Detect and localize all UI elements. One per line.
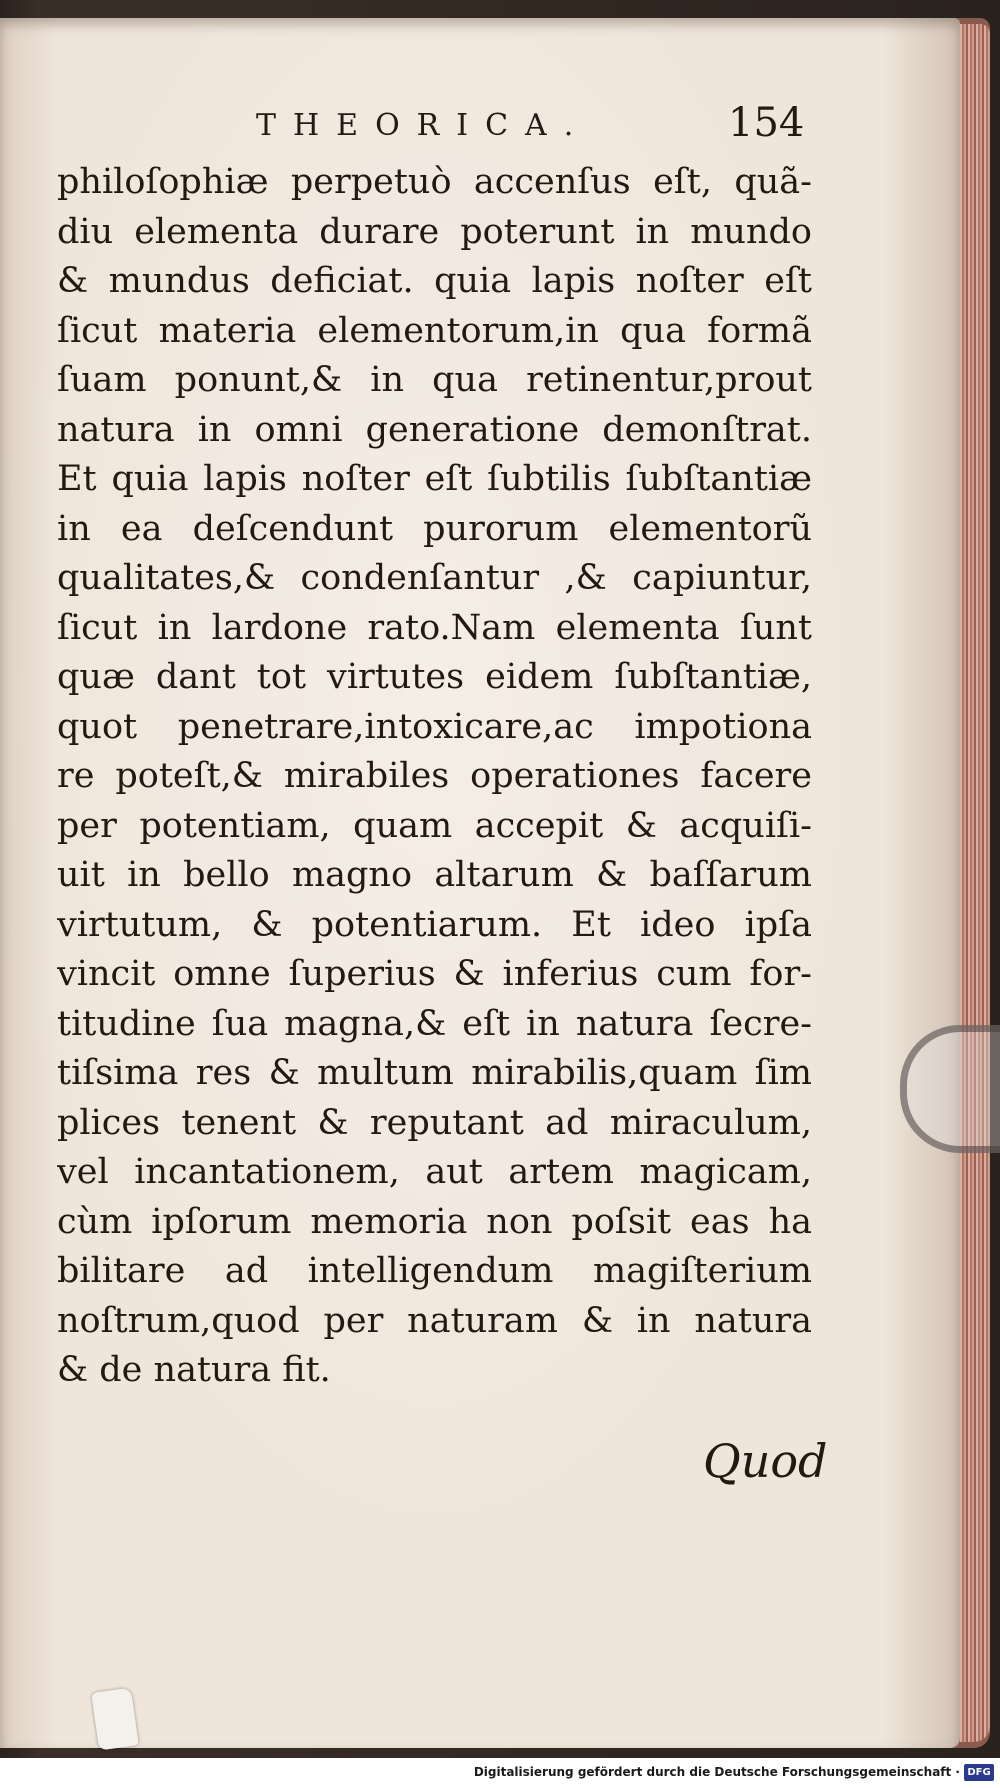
text-line: natura in omni generatione demonſtrat. [57, 409, 812, 450]
book-page-block [0, 18, 990, 1748]
text-line: tiſsima res & multum mirabilis,quam ſim [57, 1053, 812, 1093]
book-page [0, 18, 960, 1748]
text-line: vel incantationem, aut artem magicam, [57, 1152, 812, 1192]
text-line: in ea deſcendunt purorum elementorũ [57, 508, 812, 549]
text-line: virtutum, & potentiarum. Et ideo ipſa [57, 904, 812, 945]
footer-credit: Digitalisierung gefördert durch die Deutsche Forschungsgemeinschaft · [473, 1765, 960, 1779]
text-line: quot penetrare,intoxicare,ac impotiona [57, 706, 812, 747]
text-line: quæ dant tot virtutes eidem ſubſtantiæ, [57, 657, 812, 697]
text-line: & mundus deficiat. quia lapis noſter eſt [57, 261, 812, 301]
text-line: ſicut materia elementorum,in qua formã [57, 310, 812, 351]
text-line: noſtrum,quod per naturam & in natura [57, 1300, 812, 1341]
bookmark-tag [91, 1687, 139, 1750]
text-line: & de natura fit. [57, 1350, 331, 1390]
running-head-title: THEORICA. [256, 108, 591, 143]
text-line: per potentiam, quam accepit & acquiſi- [57, 805, 812, 846]
text-line: titudine ſua magna,& eſt in natura ſecre- [57, 1003, 812, 1044]
text-line: philoſophiæ perpetuò accenſus eſt, quã- [57, 162, 812, 202]
text-line: uit in bello magno altarum & baſſarum [57, 855, 812, 895]
dfg-logo: DFG [964, 1764, 994, 1781]
running-head [60, 100, 820, 150]
catchword: Quod [703, 1434, 828, 1488]
text-line: bilitare ad intelligendum magiſterium [57, 1251, 812, 1291]
text-line: ſuam ponunt,& in qua retinentur,prout [57, 360, 812, 400]
body-text [57, 158, 812, 1396]
text-line: vincit omne ſuperius & inferius cum for- [57, 954, 812, 994]
text-line: Et quia lapis noſter eſt ſubtilis ſubſtantiæ [57, 459, 812, 499]
text-line: ſicut in lardone rato.Nam elementa ſunt [57, 607, 812, 648]
text-line: qualitates,& condenſantur ,& capiuntur, [57, 558, 812, 598]
text-line: cùm ipſorum memoria non poſsit eas ha [57, 1201, 812, 1242]
text-line: plices tenent & reputant ad miraculum, [57, 1102, 812, 1143]
page-number: 154 [728, 100, 805, 146]
digitization-footer [0, 1758, 1000, 1788]
text-line: diu elementa durare poterunt in mundo [57, 211, 812, 252]
text-line: re poteſt,& mirabiles operationes facere [57, 756, 812, 796]
